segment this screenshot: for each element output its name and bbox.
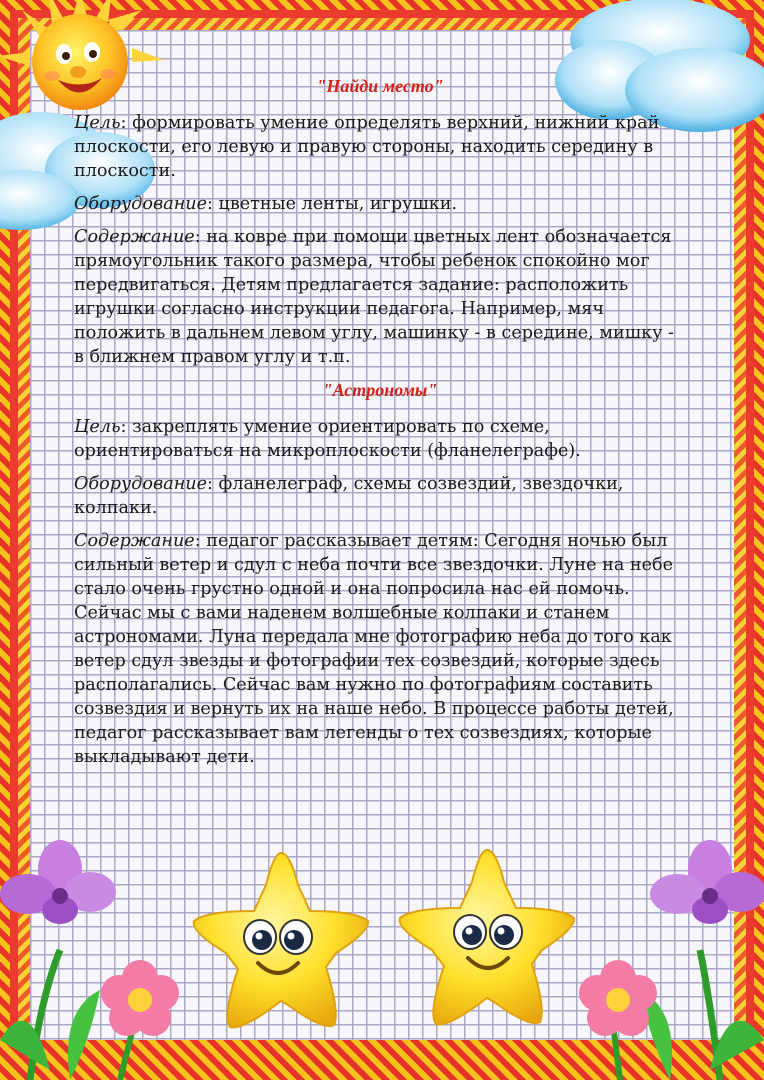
content-paragraph [74,529,686,769]
goal-paragraph [74,415,686,463]
equipment-text: : цветные ленты, игрушки. [207,194,458,214]
goal-paragraph [74,111,686,183]
content-paragraph [74,225,686,369]
document-body [74,74,686,778]
goal-text: : формировать умение определять верхний, нижний край плоскости, его левую и правую стороны, находить середину в плоскости. [74,113,660,181]
star-icon [186,845,376,1035]
equipment-paragraph [74,472,686,520]
content-label: Содержание [74,531,195,551]
equipment-paragraph [74,192,686,216]
equipment-label: Оборудование [74,194,208,214]
star-icon [392,842,582,1032]
equipment-label: Оборудование [74,474,208,494]
goal-label: Цель [74,113,121,133]
flower-icon [560,840,764,1080]
content-label: Содержание [74,227,195,247]
goal-label: Цель [74,417,121,437]
goal-text: : закреплять умение ориентировать по схеме, ориентироваться на микроплоскости (фланелеграфе). [74,417,581,461]
flower-icon [0,840,200,1080]
section-title: "Астрономы" [322,380,438,400]
content-text: : педагог рассказывает детям: Сегодня ночью был сильный ветер и сдул с неба почти все звездочки. Луне на небе стало очень грустно одной и она попросила нас ей помочь. Сейчас мы с вами наденем волшебные колпаки и станем астрономами. Луна передала мне фотографию неба до того как ветер сдул звезды и фотографии тех созвездий, которые здесь располагались. Сейчас вам нужно по фотографиям составить созвездия и вернуть их на наше небо. В процессе работы детей, педагог рассказывает вам легенды о тех созвездиях, которые выкладывают дети. [74,531,674,767]
content-text: : на ковре при помощи цветных лент обозначается прямоугольник такого размера, чтобы ребенок спокойно мог передвигаться. Детям предлагается задание: расположить игрушки согласно инструкции педагога. Например, мяч положить в дальнем левом углу, машинку - в середине, мишку - в ближнем правом углу и т.п. [74,227,674,367]
equipment-text: : фланелеграф, схемы созвездий, звездочки, колпаки. [74,474,624,518]
section-title: "Найди место" [316,76,444,96]
